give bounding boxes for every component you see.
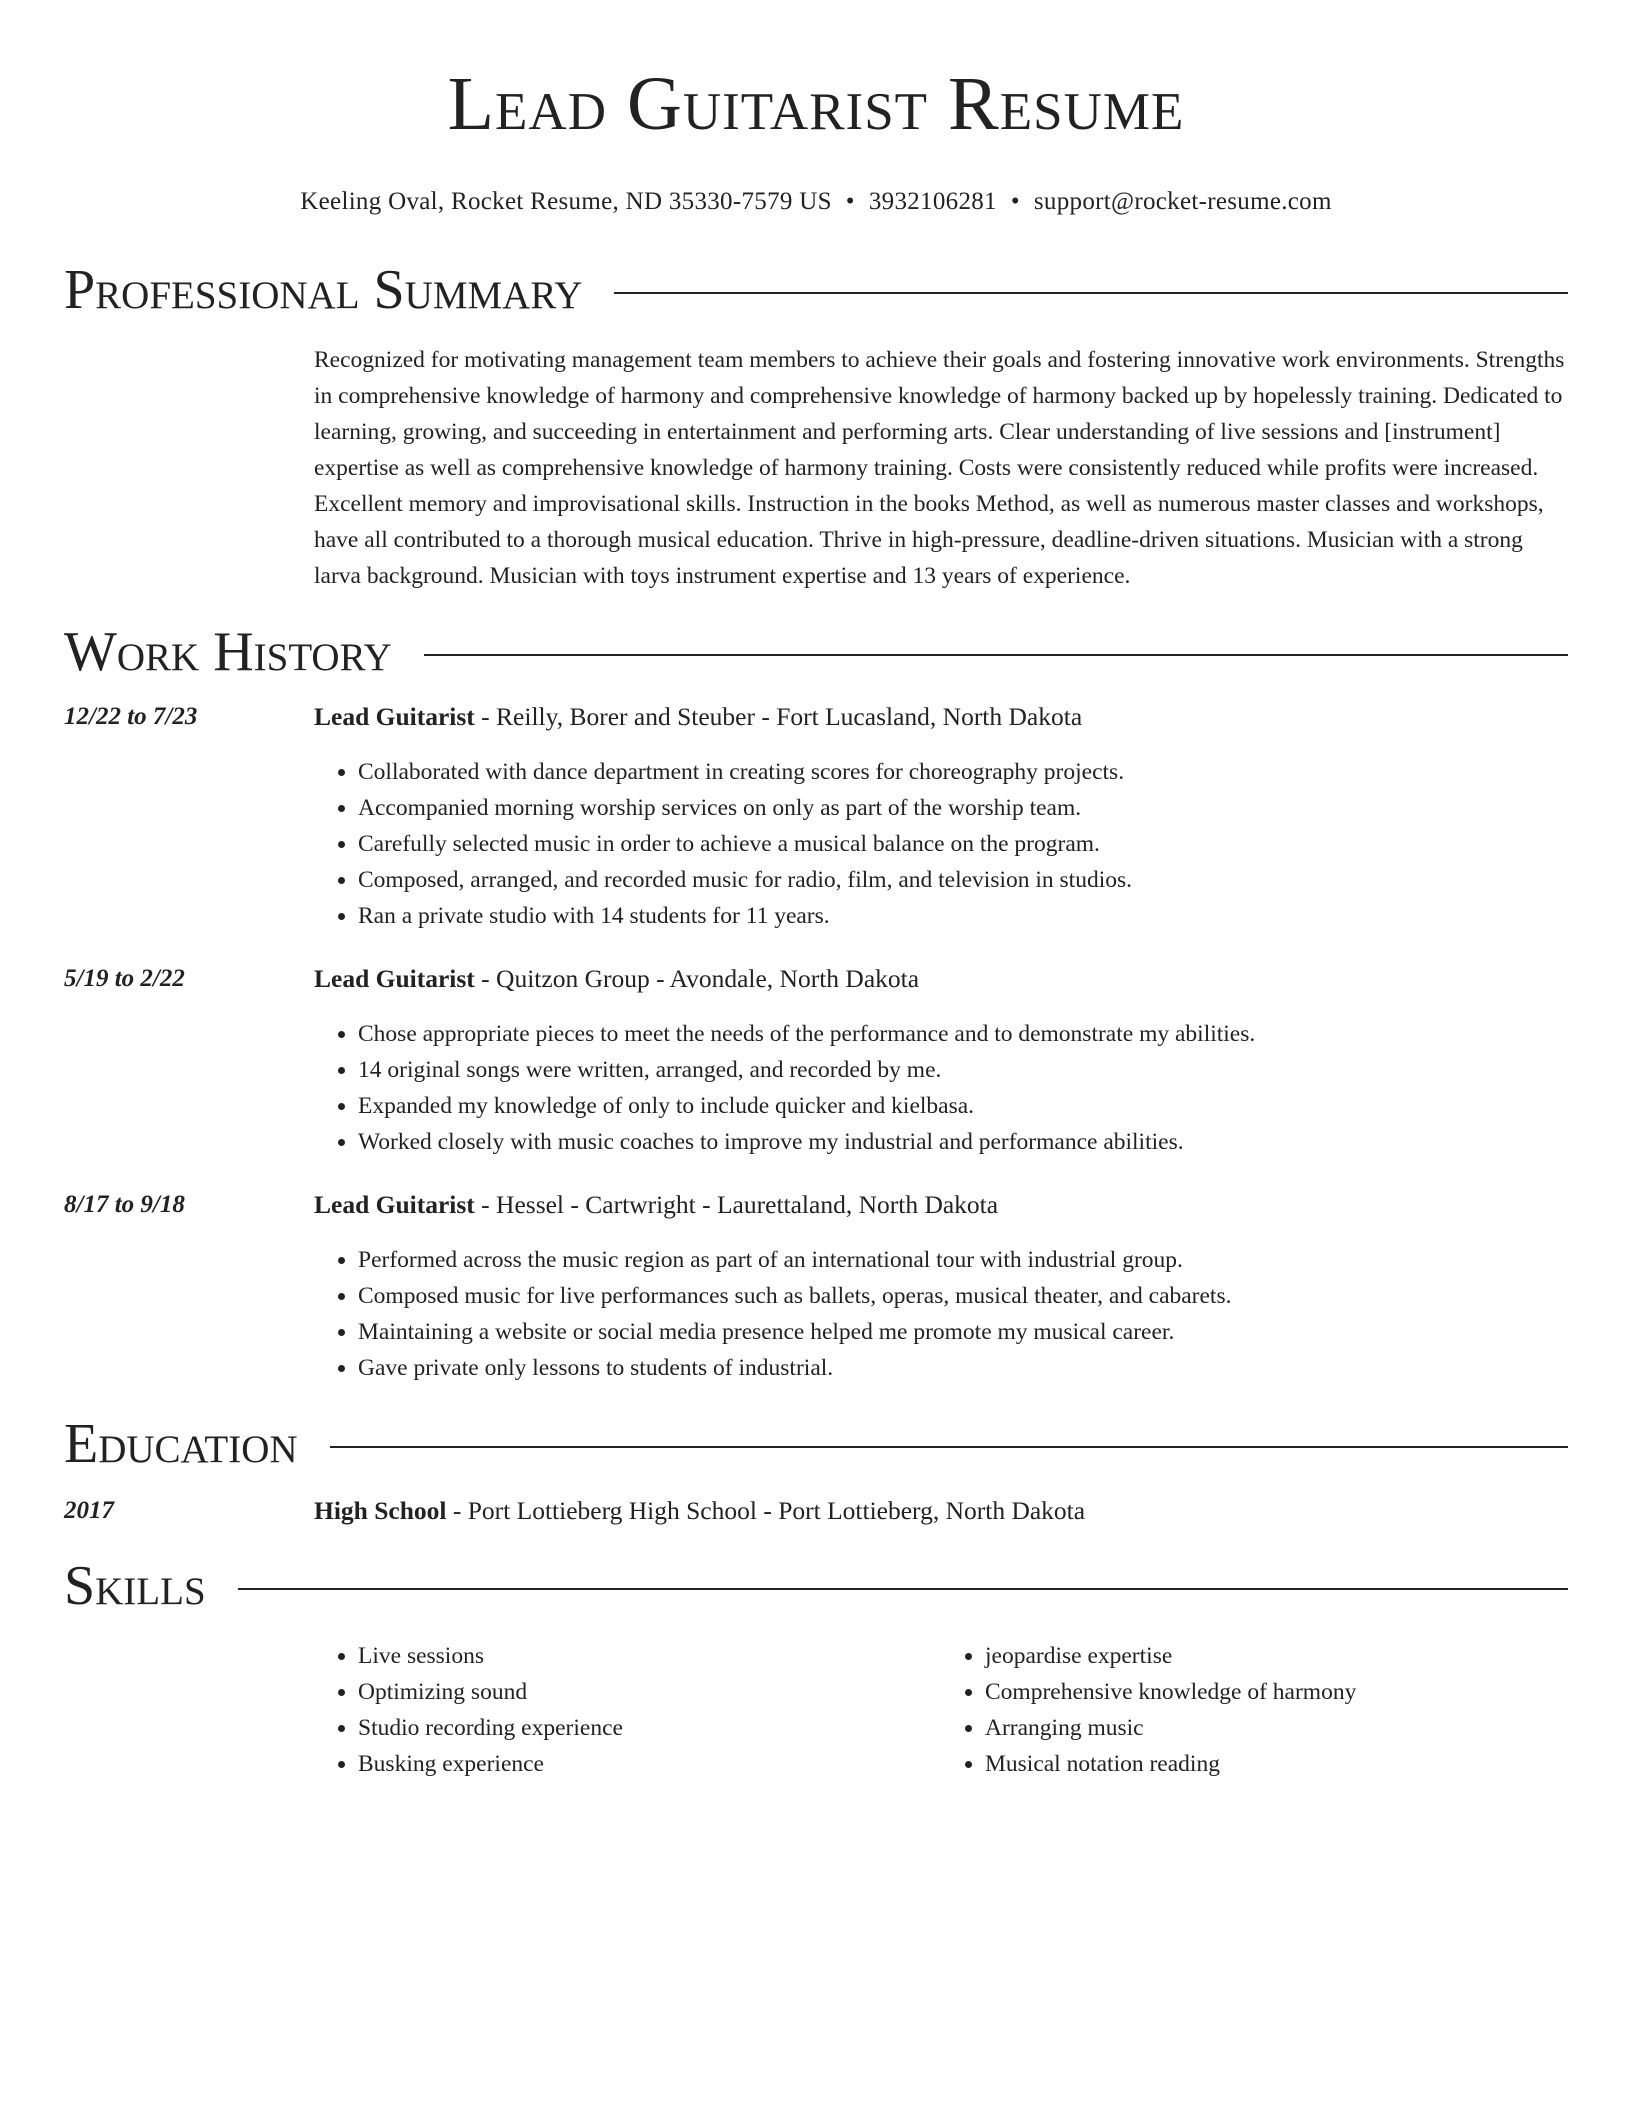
section-divider <box>238 1588 1568 1590</box>
resume-title: Lead Guitarist Resume <box>447 62 1185 146</box>
job-dates: 8/17 to 9/18 <box>64 1191 185 1218</box>
job-content <box>314 700 1568 934</box>
education-content <box>314 1494 1568 1528</box>
job-bullet: • Composed music for live performances such as ballets, operas, musical theater, and cabarets. <box>358 1278 1568 1314</box>
job-role: Lead Guitarist <box>314 702 475 731</box>
skill-item: • Comprehensive knowledge of harmony <box>985 1674 1568 1710</box>
job-details: - Hessel - Cartwright - Laurettaland, North Dakota <box>474 1190 999 1219</box>
summary-section-header <box>64 258 1568 322</box>
section-divider <box>614 292 1568 294</box>
job-bullet: • Collaborated with dance department in creating scores for choreography projects. <box>358 754 1568 790</box>
job-header <box>314 962 1568 996</box>
skill-item: • Studio recording experience <box>358 1710 941 1746</box>
job-header <box>314 700 1568 734</box>
job-entry <box>64 700 1568 934</box>
job-bullet: • Performed across the music region as part of an international tour with industrial group. <box>358 1242 1568 1278</box>
section-divider <box>330 1446 1568 1448</box>
job-bullet: • Ran a private studio with 14 students for 11 years. <box>358 898 1568 934</box>
job-bullet: • 14 original songs were written, arranged, and recorded by me. <box>358 1052 1568 1088</box>
job-details: - Quitzon Group - Avondale, North Dakota <box>474 964 920 993</box>
work-section-header <box>64 620 1568 684</box>
job-list <box>64 700 1568 1386</box>
education-heading: Education <box>64 1413 298 1475</box>
work-heading: Work History <box>64 621 392 683</box>
contact-separator: • <box>845 188 855 215</box>
skills-column-left <box>314 1638 941 1782</box>
job-bullet: • Worked closely with music coaches to improve my industrial and performance abilities. <box>358 1124 1568 1160</box>
job-bullet: • Gave private only lessons to students of industrial. <box>358 1350 1568 1386</box>
job-details: - Reilly, Borer and Steuber - Fort Lucasland, North Dakota <box>474 702 1083 731</box>
education-entry <box>64 1494 1568 1528</box>
job-bullet: • Composed, arranged, and recorded music for radio, film, and television in studios. <box>358 862 1568 898</box>
job-dates: 12/22 to 7/23 <box>64 703 198 730</box>
skills-section-header <box>64 1554 1568 1618</box>
job-bullets <box>314 754 1568 934</box>
contact-separator: • <box>1010 188 1020 215</box>
summary-heading: Professional Summary <box>64 259 583 321</box>
education-details: - Port Lottieberg High School - Port Lottieberg, North Dakota <box>446 1496 1086 1525</box>
job-bullet: • Expanded my knowledge of only to include quicker and kielbasa. <box>358 1088 1568 1124</box>
job-header <box>314 1188 1568 1222</box>
education-year: 2017 <box>64 1497 114 1524</box>
summary-text: Recognized for motivating management team members to achieve their goals and fostering innovative work environments. Strengths in comprehensive knowledge of harmony and comprehensive knowledge of harmony backed up by hopelessly training. Dedicated to learning, growing, and succeeding in entertainment and performing arts. Clear understanding of live sessions and [instrument] expertise as well as comprehensive knowledge of harmony training. Costs were consistently reduced while profits were increased. Excellent memory and improvisational skills. Instruction in the books Method, as well as numerous master classes and workshops, have all contributed to a thorough musical education. Thrive in high-pressure, deadline-driven situations. Musician with a strong larva background. Musician with toys instrument expertise and 13 years of experience. <box>314 347 1565 589</box>
education-degree: High School <box>314 1496 447 1525</box>
education-section-header <box>64 1412 1568 1476</box>
job-bullet: • Carefully selected music in order to achieve a musical balance on the program. <box>358 826 1568 862</box>
contact-email: support@rocket-resume.com <box>1033 188 1332 215</box>
job-bullets <box>314 1016 1568 1160</box>
job-entry <box>64 962 1568 1160</box>
skill-item: • jeopardise expertise <box>985 1638 1568 1674</box>
contact-line <box>64 186 1568 218</box>
skills-column-right <box>941 1638 1568 1782</box>
contact-phone: 3932106281 <box>868 188 997 215</box>
job-role: Lead Guitarist <box>314 1190 475 1219</box>
skill-item: • Arranging music <box>985 1710 1568 1746</box>
job-content <box>314 962 1568 1160</box>
skill-item: • Musical notation reading <box>985 1746 1568 1782</box>
job-bullets <box>314 1242 1568 1386</box>
job-bullet: • Maintaining a website or social media presence helped me promote my musical career. <box>358 1314 1568 1350</box>
skills-heading: Skills <box>64 1555 206 1617</box>
skill-item: • Live sessions <box>358 1638 941 1674</box>
job-entry <box>64 1188 1568 1386</box>
skill-item: • Busking experience <box>358 1746 941 1782</box>
skill-item: • Optimizing sound <box>358 1674 941 1710</box>
section-divider <box>424 654 1568 656</box>
job-content <box>314 1188 1568 1386</box>
job-bullet: • Accompanied morning worship services on only as part of the worship team. <box>358 790 1568 826</box>
contact-address: Keeling Oval, Rocket Resume, ND 35330-7579 US <box>300 188 832 215</box>
job-dates: 5/19 to 2/22 <box>64 965 185 992</box>
skills-list <box>314 1638 1568 1782</box>
job-role: Lead Guitarist <box>314 964 475 993</box>
job-bullet: • Chose appropriate pieces to meet the needs of the performance and to demonstrate my abilities. <box>358 1016 1568 1052</box>
